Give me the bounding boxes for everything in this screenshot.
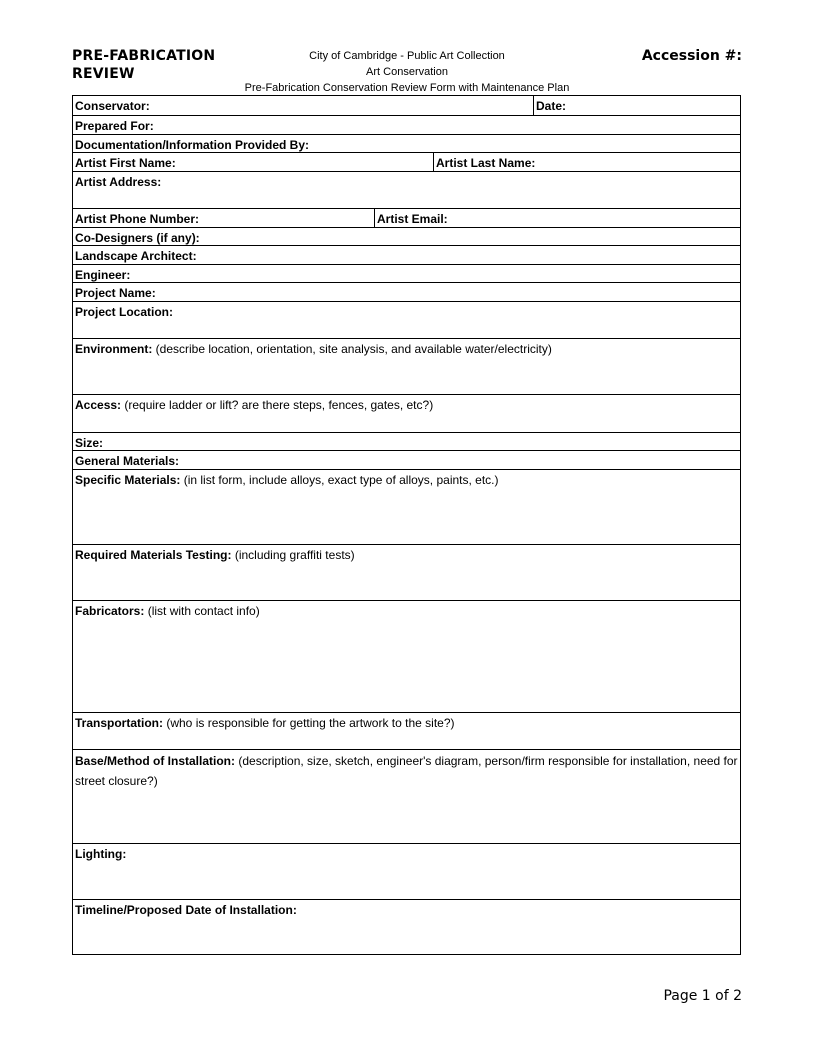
prepared-for-field[interactable]: Prepared For: [75,119,154,133]
size-field[interactable]: Size: [75,436,104,450]
row-landscape-architect [73,245,740,264]
row-documentation [73,134,740,152]
fabricators-description: (list with contact info) [144,604,260,618]
timeline-field[interactable]: Timeline/Proposed Date of Installation: [75,903,297,917]
accession-label: Accession #: [641,48,742,64]
access-description: (require ladder or lift? are there steps, fences, gates, etc?) [121,398,434,412]
transportation-field[interactable] [73,713,740,749]
landscape-architect-field[interactable]: Landscape Architect: [75,249,197,263]
row-specific-materials [73,469,740,544]
transportation-label: Transportation: [75,716,164,730]
row-base-installation [73,749,740,843]
environment-label: Environment: [75,342,153,356]
row-artist-address [73,171,740,208]
row-fabricators [73,600,740,712]
project-location-field[interactable]: Project Location: [75,305,174,319]
form-title-line1: PRE-FABRICATION [72,48,216,64]
artist-first-name-field[interactable]: Artist First Name: [75,156,176,170]
general-materials-field[interactable]: General Materials: [75,454,180,468]
row-artist-contact [73,208,740,227]
fabricators-label: Fabricators: [75,604,145,618]
form-subtitle: Pre-Fabrication Conservation Review Form with Maintenance Plan [244,82,570,94]
row-materials-testing [73,544,740,600]
fabricators-field[interactable] [73,601,740,712]
form-title-line2: REVIEW [72,66,135,82]
artist-last-name-field[interactable]: Artist Last Name: [433,153,740,171]
project-name-field[interactable]: Project Name: [75,286,156,300]
row-lighting [73,843,740,899]
materials-testing-field[interactable] [73,545,740,600]
base-installation-field[interactable] [73,750,740,843]
artist-phone-field[interactable]: Artist Phone Number: [75,212,200,226]
organization-name: City of Cambridge - Public Art Collection [309,50,505,62]
transportation-description: (who is responsible for getting the artwork to the site?) [163,716,455,730]
documentation-field[interactable]: Documentation/Information Provided By: [75,138,310,152]
materials-testing-label: Required Materials Testing: [75,548,232,562]
environment-description: (describe location, orientation, site analysis, and available water/electricity) [152,342,552,356]
co-designers-field[interactable]: Co-Designers (if any): [75,231,200,245]
row-prepared-for [73,115,740,134]
row-transportation [73,712,740,749]
row-general-materials [73,450,740,469]
form-header [200,48,614,96]
access-field[interactable] [73,395,740,432]
row-project-name [73,282,740,301]
conservator-field[interactable]: Conservator: [75,99,150,113]
row-conservator [73,96,740,115]
engineer-field[interactable]: Engineer: [75,268,131,282]
department-name: Art Conservation [366,66,448,78]
review-form [72,95,741,955]
page-number: Page 1 of 2 [663,988,742,1004]
row-artist-name [73,152,740,171]
lighting-field[interactable]: Lighting: [75,847,127,861]
row-co-designers [73,227,740,245]
base-installation-description: (description, size, sketch, engineer's diagram, person/firm responsible for installation, need for street closure?) [75,754,738,788]
base-installation-label: Base/Method of Installation: [75,754,236,768]
row-timeline [73,899,740,954]
specific-materials-description: (in list form, include alloys, exact type of alloys, paints, etc.) [180,473,499,487]
access-label: Access: [75,398,122,412]
row-project-location [73,301,740,338]
date-field[interactable]: Date: [533,96,740,115]
artist-email-field[interactable]: Artist Email: [374,209,740,227]
row-environment [73,338,740,394]
materials-testing-description: (including graffiti tests) [231,548,355,562]
specific-materials-label: Specific Materials: [75,473,181,487]
row-access [73,394,740,432]
specific-materials-field[interactable] [73,470,740,544]
artist-address-field[interactable]: Artist Address: [75,175,162,189]
row-engineer [73,264,740,282]
row-size [73,432,740,450]
environment-field[interactable] [73,339,740,394]
